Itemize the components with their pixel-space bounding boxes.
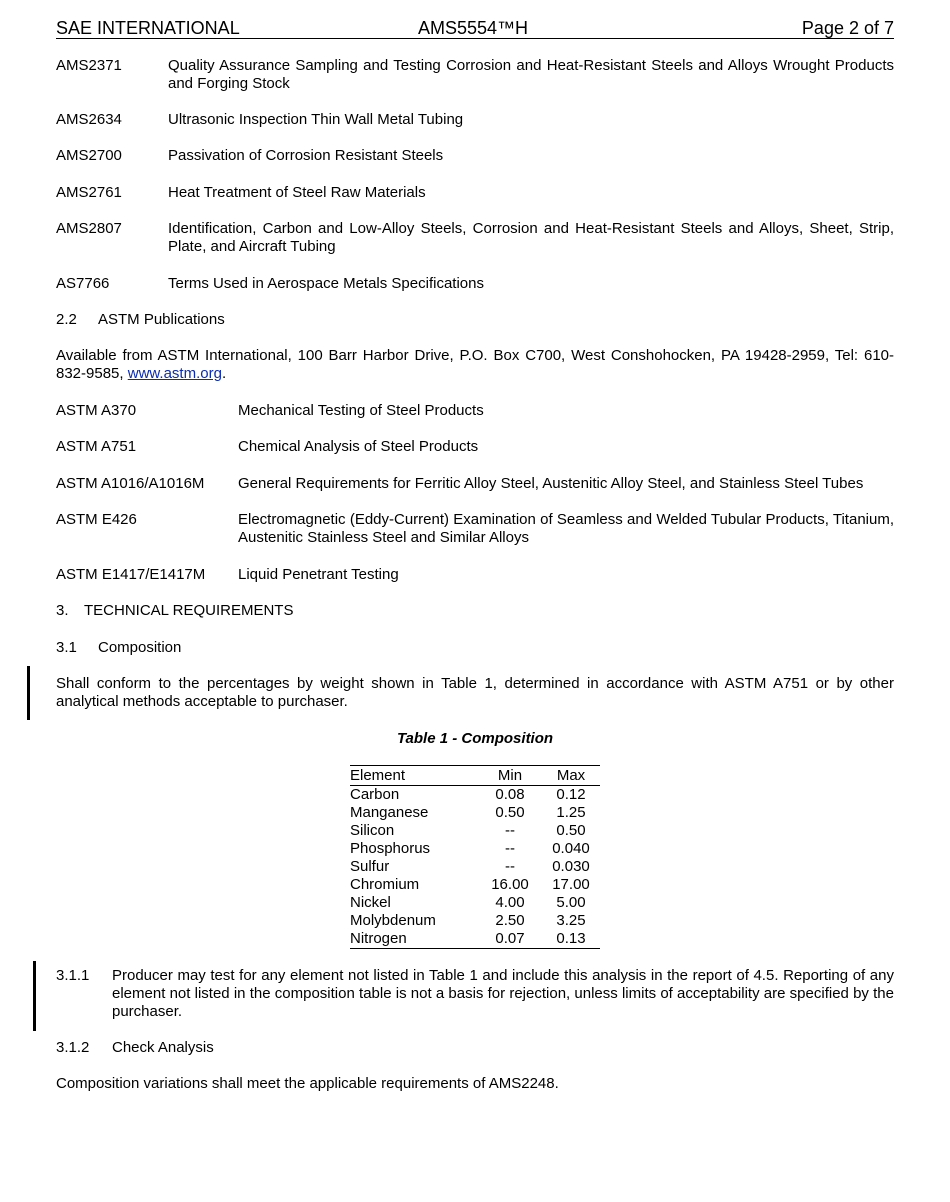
cell-element: Nitrogen	[350, 930, 407, 947]
ref-ams2807	[56, 220, 894, 256]
header-doc-number: AMS5554™H	[418, 18, 529, 38]
table-row	[350, 876, 600, 894]
table-caption: Table 1 - Composition	[396, 730, 554, 747]
ref-code: ASTM E1417/E1417M	[56, 566, 206, 583]
section-3-1-heading	[56, 639, 894, 657]
section-heading: TECHNICAL REQUIREMENTS	[84, 602, 294, 619]
ref-astm-a751	[56, 438, 894, 456]
cell-max: 0.50	[556, 822, 586, 839]
page-header	[56, 18, 894, 39]
section-heading: Check Analysis	[112, 1039, 214, 1056]
ref-code: AMS2634	[56, 111, 122, 128]
cell-element: Molybdenum	[350, 912, 436, 929]
ref-code: AMS2371	[56, 57, 122, 74]
table-row	[350, 858, 600, 876]
table-row	[350, 786, 600, 805]
ref-title: Passivation of Corrosion Resistant Steels	[168, 147, 444, 164]
column-header-min: Min	[478, 766, 542, 786]
ref-code: ASTM A751	[56, 438, 137, 455]
cell-min: 0.07	[495, 930, 525, 947]
astm-availability-paragraph	[56, 347, 894, 383]
cell-element: Phosphorus	[350, 840, 431, 857]
ref-title: Heat Treatment of Steel Raw Materials	[168, 184, 426, 201]
ref-astm-a1016	[56, 475, 894, 493]
ref-title: Terms Used in Aerospace Metals Specifications	[168, 275, 484, 292]
ref-code: AMS2761	[56, 184, 122, 201]
header-page-number: Page 2 of 7	[801, 18, 894, 38]
cell-element: Silicon	[350, 822, 395, 839]
cell-min: --	[505, 840, 515, 857]
header-org: SAE INTERNATIONAL	[56, 18, 240, 38]
astm-website-link[interactable]: www.astm.org	[127, 365, 222, 382]
ref-as7766	[56, 275, 894, 293]
ref-title: Electromagnetic (Eddy-Current) Examination of Seamless and Welded Tubular Products, Titanium, Austenitic Stainless Steel and Similar Alloys	[238, 511, 894, 546]
ref-code: ASTM E426	[56, 511, 137, 528]
column-header-element: Element	[350, 766, 478, 786]
ref-title: Mechanical Testing of Steel Products	[238, 402, 484, 419]
ref-astm-e1417	[56, 566, 894, 584]
cell-element: Carbon	[350, 786, 400, 803]
ref-title: Quality Assurance Sampling and Testing Corrosion and Heat-Resistant Steels and Alloys Wrought Products and Forging Stock	[168, 57, 894, 92]
cell-max: 0.13	[556, 930, 586, 947]
ref-astm-a370	[56, 402, 894, 420]
table-row	[350, 822, 600, 840]
cell-min: 2.50	[495, 912, 525, 929]
cell-min: 4.00	[495, 894, 525, 911]
table-row	[350, 912, 600, 930]
section-3-1-1	[56, 967, 894, 1021]
ref-ams2761	[56, 184, 894, 202]
section-text: Producer may test for any element not listed in Table 1 and include this analysis in the report of 4.5. Reporting of any element not listed in the composition table is not a basis for rejection, unless limits of acceptability are specified by the purchaser.	[112, 967, 894, 1020]
check-analysis-paragraph: Composition variations shall meet the applicable requirements of AMS2248.	[56, 1075, 559, 1092]
table-header-row	[350, 766, 600, 786]
composition-table	[350, 765, 600, 949]
cell-max: 0.12	[556, 786, 586, 803]
cell-min: --	[505, 858, 515, 875]
revision-change-bar	[33, 961, 36, 1031]
column-header-max: Max	[542, 766, 600, 786]
section-number: 2.2	[56, 311, 77, 328]
ref-code: AS7766	[56, 275, 110, 292]
section-number: 3.1.1	[56, 967, 90, 984]
ref-astm-e426	[56, 511, 894, 547]
ref-title: Chemical Analysis of Steel Products	[238, 438, 479, 455]
section-heading: ASTM Publications	[98, 311, 225, 328]
cell-element: Sulfur	[350, 858, 390, 875]
availability-period: .	[221, 365, 227, 382]
ref-code: AMS2700	[56, 147, 122, 164]
table-row	[350, 804, 600, 822]
cell-element: Chromium	[350, 876, 420, 893]
section-number: 3.	[56, 602, 69, 619]
section-number: 3.1.2	[56, 1039, 90, 1056]
section-number: 3.1	[56, 639, 77, 656]
cell-min: 0.08	[495, 786, 525, 803]
table-row	[350, 894, 600, 912]
section-heading: Composition	[98, 639, 182, 656]
composition-paragraph: Shall conform to the percentages by weight shown in Table 1, determined in accordance with ASTM A751 or by other analytical methods acceptable to purchaser.	[56, 675, 894, 710]
ref-code: ASTM A1016/A1016M	[56, 475, 205, 492]
cell-min: --	[505, 822, 515, 839]
section-3-1-2	[56, 1039, 894, 1057]
availability-text: Available from ASTM International, 100 Barr Harbor Drive, P.O. Box C700, West Conshohocken, PA 19428-2959, Tel: 610-832-9585,	[56, 347, 894, 382]
cell-element: Manganese	[350, 804, 429, 821]
cell-min: 0.50	[495, 804, 525, 821]
ref-title: Identification, Carbon and Low-Alloy Steels, Corrosion and Heat-Resistant Steels and Alloys, Sheet, Strip, Plate, and Aircraft Tubing	[168, 220, 894, 255]
ref-title: Liquid Penetrant Testing	[238, 566, 399, 583]
ref-ams2634	[56, 111, 894, 129]
cell-max: 1.25	[556, 804, 586, 821]
ref-ams2371	[56, 57, 894, 93]
ref-title: Ultrasonic Inspection Thin Wall Metal Tubing	[168, 111, 464, 128]
table-row	[350, 840, 600, 858]
ref-code: AMS2807	[56, 220, 122, 237]
ref-ams2700	[56, 147, 894, 165]
cell-max: 5.00	[556, 894, 586, 911]
cell-max: 0.040	[552, 840, 590, 857]
cell-min: 16.00	[491, 876, 529, 893]
table-row	[350, 930, 600, 949]
cell-max: 17.00	[552, 876, 590, 893]
cell-max: 3.25	[556, 912, 586, 929]
section-3-heading	[56, 602, 894, 620]
ref-title: General Requirements for Ferritic Alloy Steel, Austenitic Alloy Steel, and Stainless Steel Tubes	[238, 475, 864, 492]
cell-max: 0.030	[552, 858, 590, 875]
ref-code: ASTM A370	[56, 402, 137, 419]
section-2-2-heading	[56, 311, 894, 329]
revision-change-bar	[27, 666, 30, 720]
cell-element: Nickel	[350, 894, 391, 911]
